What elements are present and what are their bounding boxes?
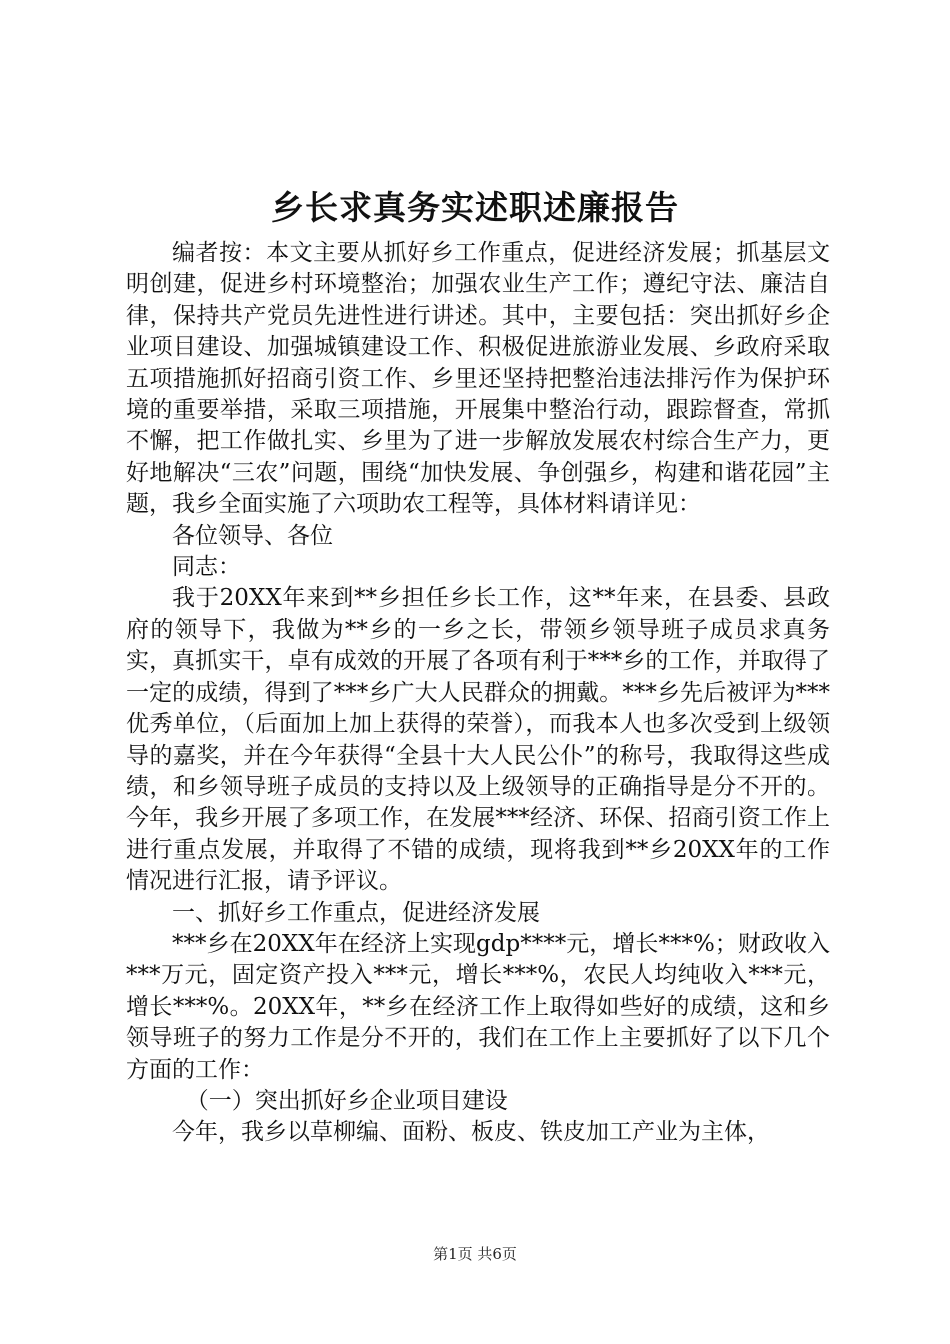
- page-number-footer: 第1页 共6页: [433, 1245, 517, 1263]
- section-heading-1: 一、抓好乡工作重点，促进经济发展: [172, 899, 540, 926]
- document-body: [126, 238, 830, 1149]
- enterprise-paragraph: 今年，我乡以草柳编、面粉、板皮、铁皮加工产业为主体，: [172, 1119, 770, 1146]
- subsection-heading-1: （一）突出抓好乡企业项目建设: [185, 1087, 508, 1114]
- economy-paragraph: ***乡在20XX年在经济上实现gdp****元，增长***%；财政收入***万元，固定资产投入***元，增长***%，农民人均纯收入***元，增长***%。20XX年，**乡在经济工作上取得如些好的成绩，这和乡领导班子的努力工作是分不开的，我们在工作上主要抓好了以下几个方面的工作：: [126, 930, 830, 1083]
- intro-paragraph: 我于20XX年来到**乡担任乡长工作，这**年来，在县委、县政府的领导下，我做为**乡的一乡之长，带领乡领导班子成员求真务实，真抓实干，卓有成效的开展了各项有利于***乡的工作，并取得了一定的成绩，得到了***乡广大人民群众的拥戴。***乡先后被评为***优秀单位，（后面加上加上获得的荣誉），而我本人也多次受到上级领导的嘉奖，并在今年获得“全县十大人民公仆”的称号，我取得这些成绩，和乡领导班子成员的支持以及上级领导的正确指导是分不开的。今年，我乡开展了多项工作，在发展***经济、环保、招商引资工作上进行重点发展，并取得了不错的成绩，现将我到**乡20XX年的工作情况进行汇报，请予评议。: [126, 585, 830, 895]
- salutation-line-2: 同志：: [172, 554, 241, 581]
- salutation-line-1: 各位领导、各位: [172, 522, 333, 549]
- editor-note-paragraph: 编者按：本文主要从抓好乡工作重点，促进经济发展；抓基层文明创建，促进乡村环境整治；加强农业生产工作；遵纪守法、廉洁自律，保持共产党员先进性进行讲述。其中，主要包括：突出抓好乡企业项目建设、加强城镇建设工作、积极促进旅游业发展、乡政府采取五项措施抓好招商引资工作、乡里还坚持把整治违法排污作为保护环境的重要举措，采取三项措施，开展集中整治行动，跟踪督查，常抓不懈，把工作做扎实、乡里为了进一步解放发展农村综合生产力，更好地解决“三农”问题，围绕“加快发展、争创强乡，构建和谐花园”主题，我乡全面实施了六项助农工程等，具体材料请详见：: [126, 240, 830, 518]
- document-title: 乡长求真务实述职述廉报告: [271, 188, 679, 227]
